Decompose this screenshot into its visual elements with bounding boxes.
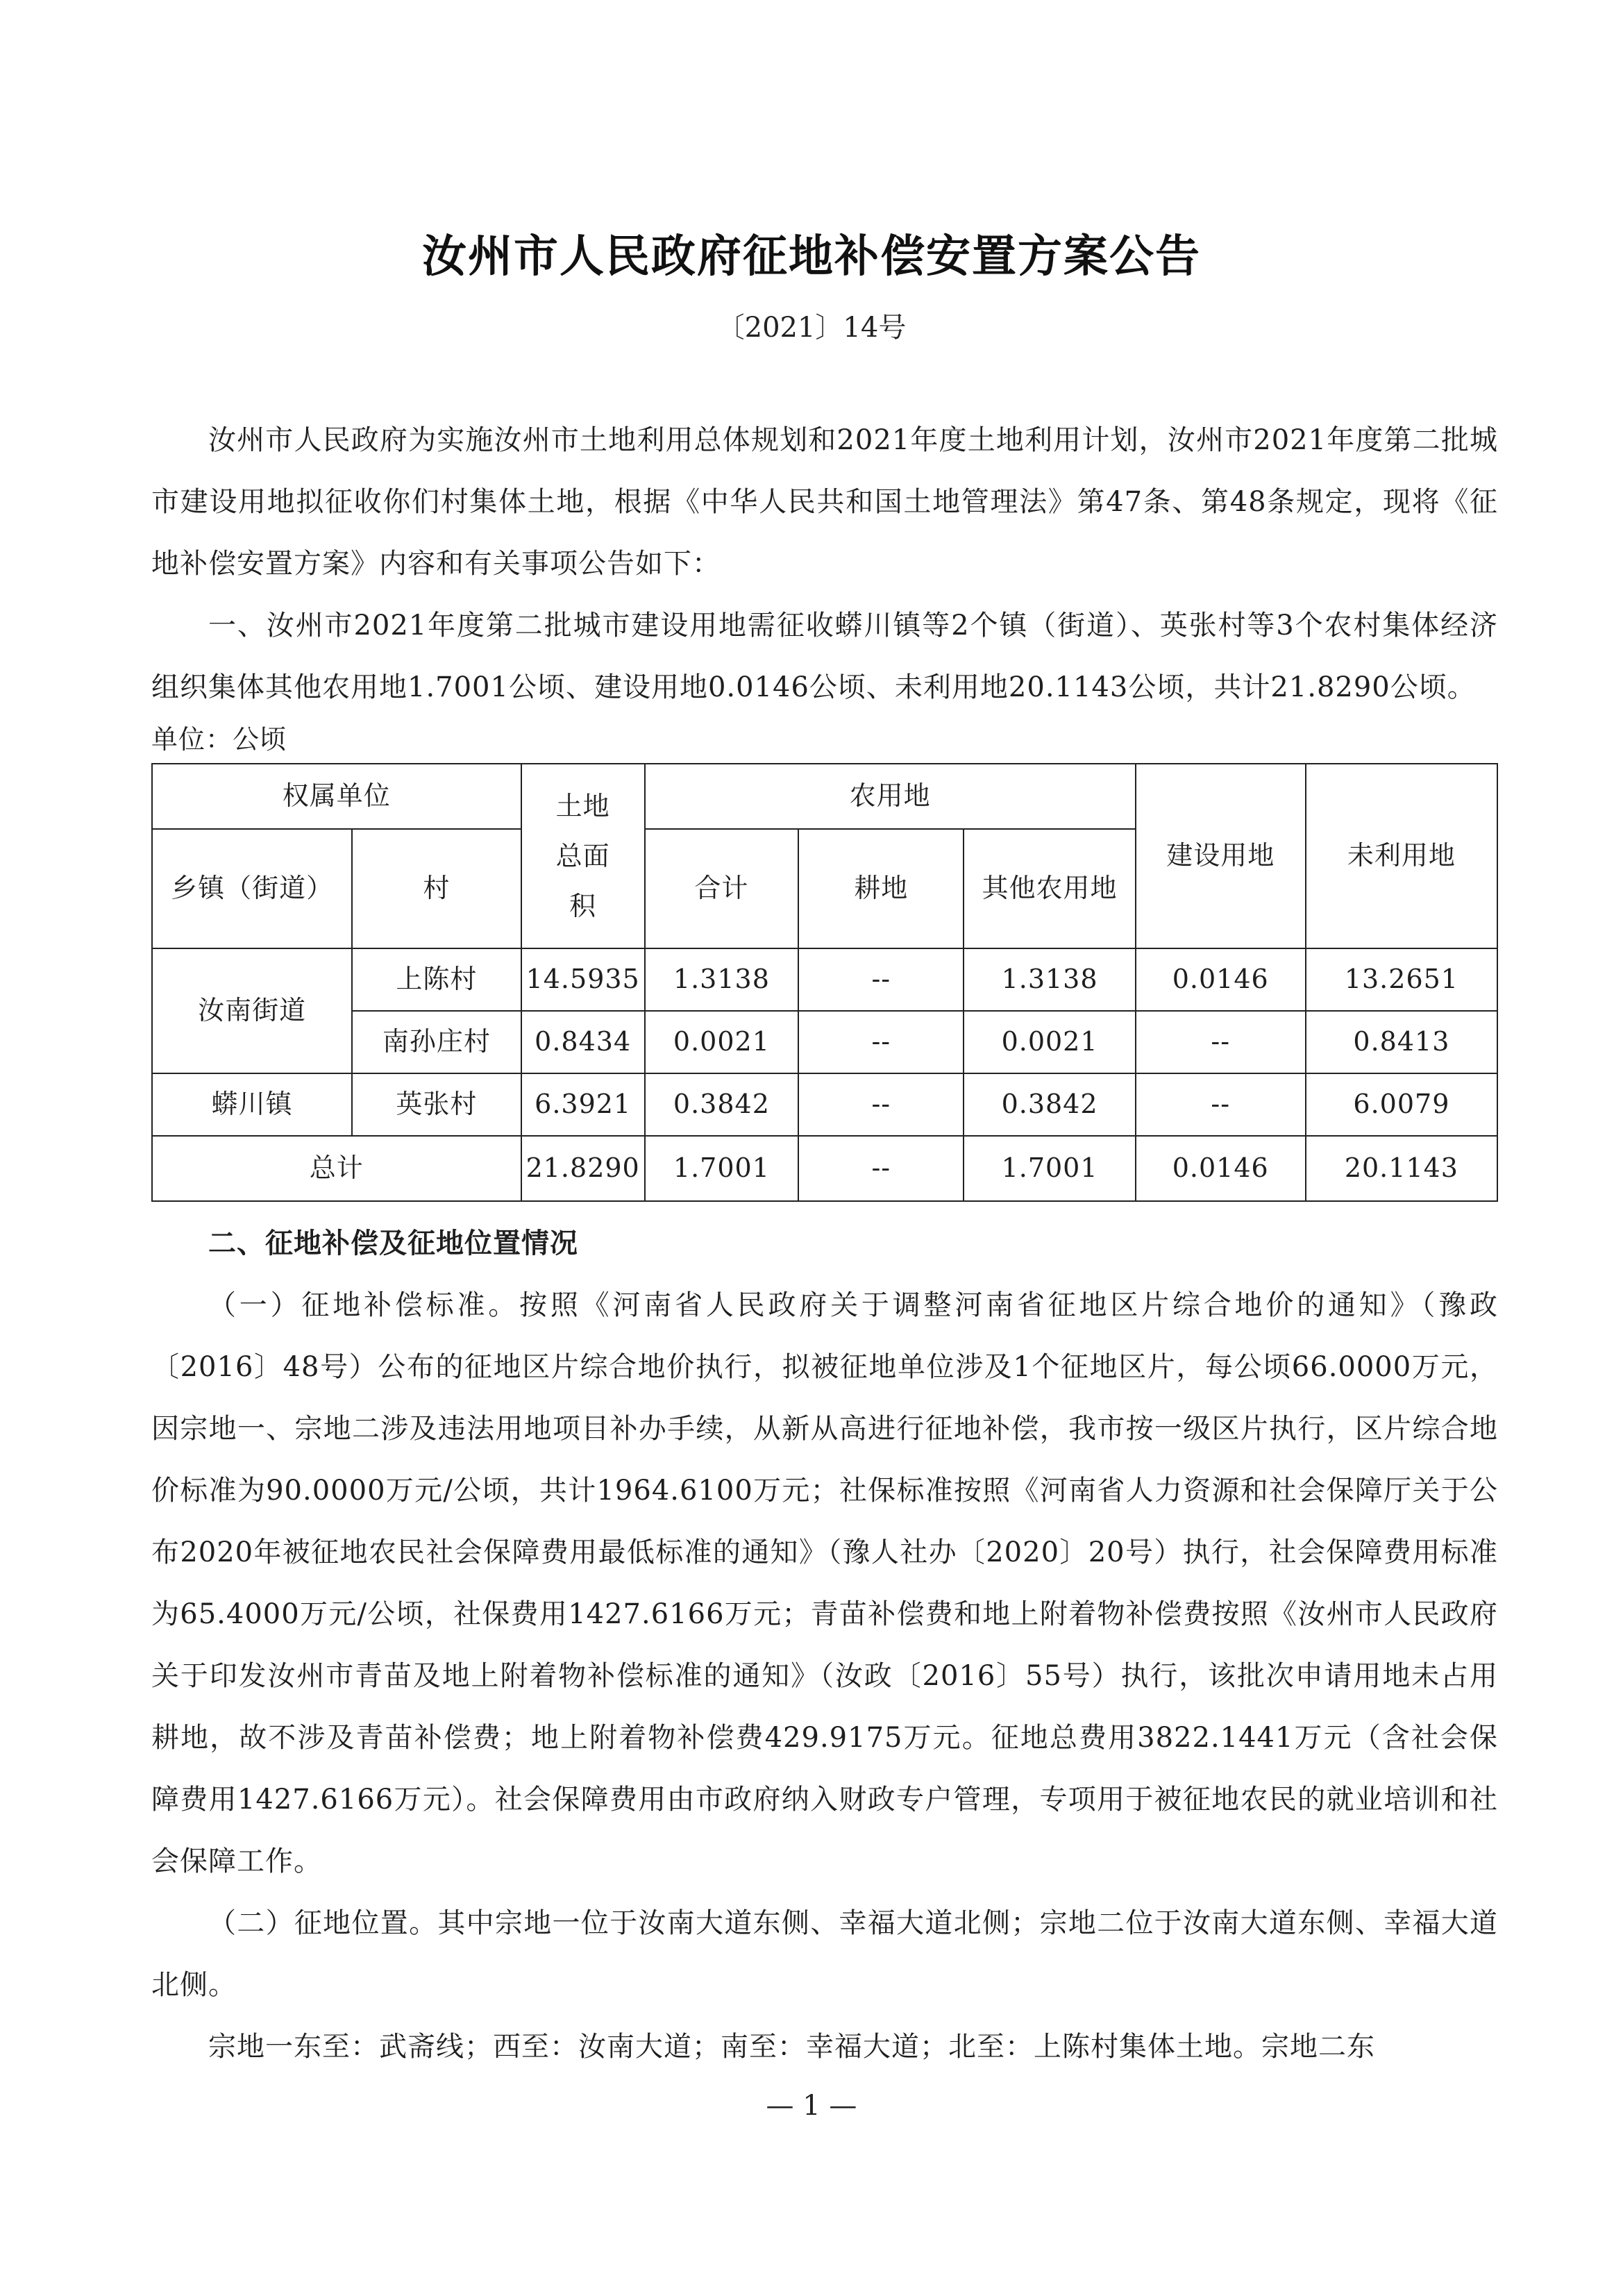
cell-village: 上陈村	[352, 948, 521, 1011]
cell-unused: 20.1143	[1306, 1136, 1497, 1201]
header-subtotal: 合计	[645, 829, 798, 948]
header-farmland: 耕地	[798, 829, 964, 948]
cell-subtotal: 0.0021	[645, 1011, 798, 1073]
cell-subtotal: 1.3138	[645, 948, 798, 1011]
intro-paragraph: 汝州市人民政府为实施汝州市土地利用总体规划和2021年度土地利用计划，汝州市2021年度第二批城市建设用地拟征收你们村集体土地，根据《中华人民共和国土地管理法》第47条、第48条规定，现将《征地补偿安置方案》内容和有关事项公告如下：	[151, 424, 1498, 580]
section2-paragraph-location: （二）征地位置。其中宗地一位于汝南大道东侧、幸福大道北侧；宗地二位于汝南大道东侧、幸福大道北侧。	[151, 1907, 1498, 2001]
cell-unused: 13.2651	[1306, 948, 1497, 1011]
table-total-row	[152, 1136, 1497, 1201]
page-title: 汝州市人民政府征地补偿安置方案公告	[422, 231, 1201, 283]
table-row	[152, 948, 1497, 1011]
unit-label: 单位：公顷	[151, 724, 287, 755]
cell-total: 0.8434	[521, 1011, 645, 1073]
section2-heading: 二、征地补偿及征地位置情况	[208, 1227, 578, 1259]
cell-other: 0.3842	[964, 1073, 1135, 1136]
section1-paragraph: 一、汝州市2021年度第二批城市建设用地需征收蟒川镇等2个镇（街道）、英张村等3个农村集体经济组织集体其他农用地1.7001公顷、建设用地0.0146公顷、未利用地20.1143公顷，共计21.8290公顷。	[151, 610, 1498, 703]
cell-farmland: --	[798, 1136, 964, 1201]
header-total-area-label: 土地总面积	[555, 790, 610, 922]
cell-town: 汝南街道	[152, 948, 352, 1073]
header-agricultural: 农用地	[645, 764, 1136, 829]
table-row	[152, 1011, 1497, 1073]
cell-village: 英张村	[352, 1073, 521, 1136]
cell-subtotal: 1.7001	[645, 1136, 798, 1201]
cell-town: 蟒川镇	[152, 1073, 352, 1136]
header-town: 乡镇（街道）	[152, 829, 352, 948]
cell-total: 6.3921	[521, 1073, 645, 1136]
cell-unused: 6.0079	[1306, 1073, 1497, 1136]
header-total-area	[521, 764, 645, 948]
cell-total: 21.8290	[521, 1136, 645, 1201]
cell-other: 1.3138	[964, 948, 1135, 1011]
cell-subtotal: 0.3842	[645, 1073, 798, 1136]
cell-total: 14.5935	[521, 948, 645, 1011]
document-number: 〔2021〕14号	[716, 312, 907, 344]
cell-farmland: --	[798, 1073, 964, 1136]
document-body	[151, 410, 1498, 2078]
cell-total-label: 总计	[152, 1136, 521, 1201]
cell-construction: --	[1136, 1011, 1306, 1073]
header-construction: 建设用地	[1136, 764, 1306, 948]
cell-farmland: --	[798, 1011, 964, 1073]
table-header-row	[152, 764, 1497, 829]
cell-farmland: --	[798, 948, 964, 1011]
cell-village: 南孙庄村	[352, 1011, 521, 1073]
cell-construction: --	[1136, 1073, 1306, 1136]
cell-construction: 0.0146	[1136, 1136, 1306, 1201]
header-ownership: 权属单位	[152, 764, 521, 829]
header-other-agricultural: 其他农用地	[964, 829, 1135, 948]
section2-paragraph-boundaries: 宗地一东至：武斋线；西至：汝南大道；南至：幸福大道；北至：上陈村集体土地。宗地二东	[208, 2031, 1375, 2063]
cell-unused: 0.8413	[1306, 1011, 1497, 1073]
header-village: 村	[352, 829, 521, 948]
land-acquisition-table	[151, 763, 1498, 1202]
cell-construction: 0.0146	[1136, 948, 1306, 1011]
table-row	[152, 1073, 1497, 1136]
header-unused: 未利用地	[1306, 764, 1497, 948]
section2-paragraph-compensation: （一）征地补偿标准。按照《河南省人民政府关于调整河南省征地区片综合地价的通知》（豫政〔2016〕48号）公布的征地区片综合地价执行，拟被征地单位涉及1个征地区片，每公顷66.0000万元，因宗地一、宗地二涉及违法用地项目补办手续，从新从高进行征地补偿，我市按一级区片执行，区片综合地价标准为90.0000万元/公顷，共计1964.6100万元；社保标准按照《河南省人力资源和社会保障厅关于公布2020年被征地农民社会保障费用最低标准的通知》（豫人社办〔2020〕20号）执行，社会保障费用标准为65.4000万元/公顷，社保费用1427.6166万元；青苗补偿费和地上附着物补偿费按照《汝州市人民政府关于印发汝州市青苗及地上附着物补偿标准的通知》（汝政〔2016〕55号）执行，该批次申请用地未占用耕地，故不涉及青苗补偿费；地上附着物补偿费429.9175万元。征地总费用3822.1441万元（含社会保障费用1427.6166万元）。社会保障费用由市政府纳入财政专户管理，专项用于被征地农民的就业培训和社会保障工作。	[151, 1289, 1498, 1877]
cell-other: 1.7001	[964, 1136, 1135, 1201]
cell-other: 0.0021	[964, 1011, 1135, 1073]
page-number: — 1 —	[766, 2090, 857, 2122]
